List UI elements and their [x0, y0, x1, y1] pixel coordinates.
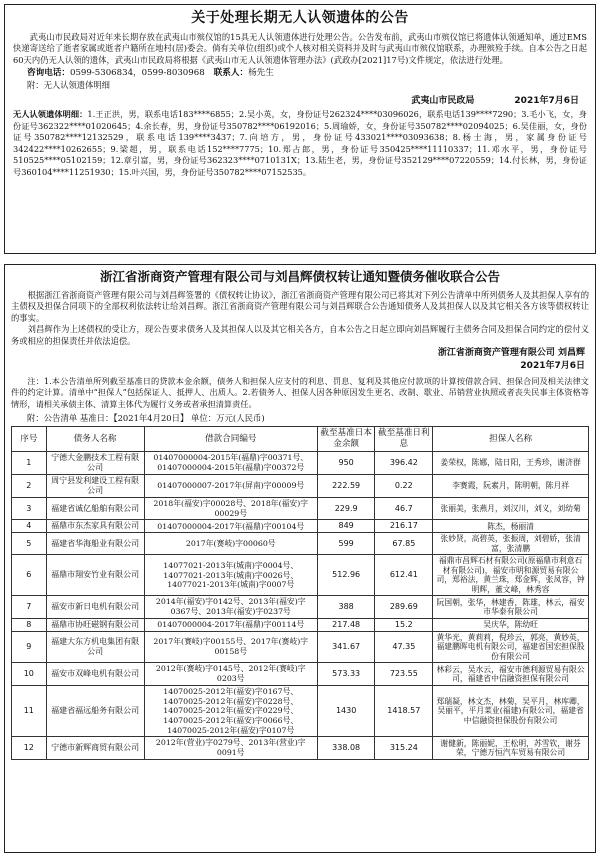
guarantor-names: 郑瑞凝，林文杰，林菊，吴平月，林库卿，吴丽平，平月菜业(福建)有限公司，福建省中信融资担保股份有限公司: [433, 685, 589, 737]
debt-table: [11, 426, 589, 760]
debtor-name: 福安市新日电机有限公司: [46, 596, 144, 618]
table-row: [12, 685, 589, 737]
debtor-name: 福鼎市翔安竹业有限公司: [46, 555, 144, 596]
debtor-name: 福建省华海船业有限公司: [46, 533, 144, 555]
notice-title: 浙江省浙商资产管理有限公司与刘昌辉债权转让通知暨债务催收联合公告: [99, 269, 500, 284]
interest-amount: 612.41: [375, 555, 433, 596]
row-number: 3: [12, 497, 47, 519]
debtor-name: 宁德市新辉商贸有限公司: [46, 737, 144, 759]
signer: 武夷山市民政局: [411, 95, 475, 106]
debtor-name: 福建省福远船务有限公司: [46, 685, 144, 737]
notice-note: 注：1.本公告清单所列截至基准日的贷款本金余额，债务人和担保人应支付的利息、罚息、复利及其他应付款项的计算按借款合同、担保合同及相关法律文件的约定计算。清单中“担保人”包括保证人、抵押人、出质人。2.若债务人、担保人因各种原因发生更名、改制、歇业、吊销营业执照或者丧失民事主体资格等情形，请相关承债主体、清算主体代为履行义务或者承担清算责任。: [11, 376, 589, 409]
principal-balance: 341.67: [317, 631, 375, 663]
debtor-name: 福建省诚亿船舶有限公司: [46, 497, 144, 519]
debt-transfer-notice: [4, 264, 596, 853]
debtor-name: 福鼎市东杰家具有限公司: [46, 520, 144, 533]
contract-numbers: 14077021-2013年(城南)字0004号、14077021-2013年(城南)字0026号、14077021-2013年(城南)字0007号: [144, 555, 317, 596]
contract-numbers: 2017年(赛岐)字00155号、2017年(赛岐)字00158号: [144, 631, 317, 663]
table-row: [12, 520, 589, 533]
table-header-row: [12, 427, 589, 451]
notice-body: 武夷山市民政局对近年来长期存放在武夷山市殡仪馆的15具无人认领遗体进行处理公告。公告发布前，武夷山市殡仪馆已将遗体认领通知单，通过EMS快递寄送给了逝者家属或逝者户籍所在地村(居)委会。倘有关单位(组织)或个人核对相关资料并及时与武夷山市殡仪馆联系，办理殡殓手续。自本公告之日起60天内仍无人认领的遗体，武夷山市民政局将根据《武夷山市无人认领遗体管理办法》(武政办[2021]17号)文件规定，依法进行处理。: [13, 31, 587, 65]
col-header: 序号: [12, 427, 47, 451]
contact-person-label: 联系人：: [213, 68, 249, 79]
principal-balance: 222.59: [317, 474, 375, 497]
guarantor-names: 黄华光，黄莉莉，倪珍云，郭亮，黄妙英，福建鹏晖电机有限公司，福建省国宏担保股份有限公司: [433, 631, 589, 663]
list-caption: 附：公告清单 基准日：【2021年4月20日】 单位：万元(人民币): [27, 413, 265, 424]
row-number: 12: [12, 737, 47, 759]
notice-date: 2021年7月6日: [520, 361, 585, 372]
row-number: 1: [12, 451, 47, 474]
list-text: 1.王正洪，男，联系电话183****6855；2.吴小英，女，身份证号262324****03096026，联系电话139****7290；3.毛小飞，女，身份证号362322****01020645；4.余长春，男，身份证号350782****06192016；5.周瑜娇，女，身份证号350782****02094025；6.吴佳丽，女，身份证号350782****12132529，联系电话139****3437；7.向培方，男，身份证号433021****03093638；8.杨士海，男，家属身份证号342422****10262655；9.梁超，男，联系电话152****7775；10.郑占郎，男，身份证号350425****11110337；11.邓水平，男，身份证号510525****05102159；12.章引富，男，身份证号362323****0710131X；13.陆生老，男，身份证号352129****07220559；14.付长林，男，身份证号360104****11251930；15.叶兴国，男，身份证号350782****07152535。: [13, 109, 587, 177]
row-number: 8: [12, 618, 47, 631]
principal-balance: 338.08: [317, 737, 375, 759]
guarantor-names: 张丽美，张燕月，刘汉川，刘义，刘幼菊: [433, 497, 589, 519]
contract-numbers: 01407000007-2017年(屏南)字00009号: [144, 474, 317, 497]
table-row: [12, 451, 589, 474]
principal-balance: 229.9: [317, 497, 375, 519]
contract-numbers: 01407000004-2015年(福鼎)字00371号、01407000004-2015年(福鼎)字00372号: [144, 451, 317, 474]
interest-amount: 723.55: [375, 663, 433, 685]
unclaimed-remains-notice: [4, 4, 596, 254]
guarantor-names: 林彩云，吴水云，福安市德利源贸易有限公司，福建省中信融资担保有限公司: [433, 663, 589, 685]
principal-balance: 217.48: [317, 618, 375, 631]
guarantor-names: 阮国朝，张华，林建香，陈雄，林云，福安市华泰有限公司: [433, 596, 589, 618]
interest-amount: 315.24: [375, 737, 433, 759]
col-header: 担保人名称: [433, 427, 589, 451]
row-number: 11: [12, 685, 47, 737]
contract-numbers: 01407000004-2017年(福鼎)字00114号: [144, 618, 317, 631]
table-row: [12, 618, 589, 631]
principal-balance: 1430: [317, 685, 375, 737]
notice-title: 关于处理长期无人认领遗体的公告: [191, 10, 409, 26]
contact-person: 杨先生: [248, 68, 274, 79]
notice-paragraph-2: 刘昌辉作为上述债权的受让方，现公告要求债务人及其担保人以及其它相关各方，自本公告之日起立即向刘昌辉履行主债务合同及担保合同约定的偿付义务或相应的担保责任并依法追偿。: [11, 324, 589, 346]
col-header: 截至基准日利息: [375, 427, 433, 451]
notice-date: 2021年7月6日: [514, 95, 579, 106]
table-row: [12, 474, 589, 497]
interest-amount: 216.17: [375, 520, 433, 533]
table-row: [12, 631, 589, 663]
table-row: [12, 596, 589, 618]
row-number: 10: [12, 663, 47, 685]
principal-balance: 573.33: [317, 663, 375, 685]
col-header: 借款合同编号: [144, 427, 317, 451]
guarantor-names: 陈杰，杨丽清: [433, 520, 589, 533]
row-number: 2: [12, 474, 47, 497]
contact-label: 咨询电话：: [27, 68, 70, 79]
contract-numbers: 2012年(赛岐)字0145号、2012年(赛岐)字0203号: [144, 663, 317, 685]
principal-balance: 950: [317, 451, 375, 474]
principal-balance: 599: [317, 533, 375, 555]
attachment-note: 附：无人认领遗体明细: [27, 79, 110, 90]
contact-line: [27, 68, 587, 80]
notice-paragraph-1: 根据浙江省浙商资产管理有限公司与刘昌辉签署的《债权转让协议》，浙江省浙商资产管理有限公司已将其对下列公告清单中所列债务人及其担保人享有的主债权及担保合同项下的全部权利依法转让给刘昌辉。浙江省浙商资产管理有限公司与刘昌辉联合公告通知债务人及其担保人以及其它相关各方该等债权转让的事实。: [11, 289, 589, 323]
table-row: [12, 533, 589, 555]
interest-amount: 1418.57: [375, 685, 433, 737]
remains-list: [13, 109, 587, 178]
table-row: [12, 497, 589, 519]
guarantor-names: 张妙贤，高碧英，张振周，刘碧娇，张清富，张清鹏: [433, 533, 589, 555]
list-label: 无人认领遗体明细：: [13, 109, 88, 120]
contract-numbers: 01407000004-2017年(福鼎)字00104号: [144, 520, 317, 533]
table-body: [12, 451, 589, 759]
table-row: [12, 663, 589, 685]
principal-balance: 388: [317, 596, 375, 618]
contact-phone: 0599-5306834，0599-8030968: [69, 68, 205, 79]
row-number: 9: [12, 631, 47, 663]
contract-numbers: 2014年(福安)字0142号、2013年(福安)字0367号、2013年(福安)字0237号: [144, 596, 317, 618]
guarantor-names: 李赛霞，阮素月，陈明朝，陈月祥: [433, 474, 589, 497]
signature-line: [13, 95, 579, 107]
row-number: 7: [12, 596, 47, 618]
debtor-name: 福鼎市协旺磁钢有限公司: [46, 618, 144, 631]
signer: 浙江省浙商资产管理有限公司 刘昌辉: [437, 348, 585, 359]
interest-amount: 289.69: [375, 596, 433, 618]
contract-numbers: 2017年(赛岐)字00060号: [144, 533, 317, 555]
table-row: [12, 555, 589, 596]
guarantor-names: 谢健新，陈丽妮，王松明，苏雪钦，谢芬荣，宁德万恒汽车贸易有限公司: [433, 737, 589, 759]
contract-numbers: 2012年(营业)字0279号、2013年(营业)字0091号: [144, 737, 317, 759]
debtor-name: 福建大东方机电集团有限公司: [46, 631, 144, 663]
interest-amount: 47.35: [375, 631, 433, 663]
guarantor-names: 福鼎市昌辉石材有限公司(原福鼎市利意石材有限公司)，福安市明和源贸易有限公司，郑裕法，黄兰珠，郑金辉，张凤容，钟明辉，董文峰，林秀容: [433, 555, 589, 596]
interest-amount: 46.7: [375, 497, 433, 519]
interest-amount: 396.42: [375, 451, 433, 474]
contract-numbers: 2018年(福安)字00028号、2018年(福安)字00029号: [144, 497, 317, 519]
guarantor-names: 吴庆华，陈幼旺: [433, 618, 589, 631]
col-header: 截至基准日本金余额: [317, 427, 375, 451]
contract-numbers: 14070025-2012年(福安)字0167号、14070025-2012年(福安)字0228号、14070025-2012年(福安)字0229号、14070025-2012年(福安)字0066号、14070025-2012年(福安)字0107号: [144, 685, 317, 737]
interest-amount: 15.2: [375, 618, 433, 631]
table-row: [12, 737, 589, 759]
col-header: 债务人名称: [46, 427, 144, 451]
principal-balance: 512.96: [317, 555, 375, 596]
row-number: 6: [12, 555, 47, 596]
guarantor-names: 姜荣权，陈娜，陆日阳，王秀珍，谢济群: [433, 451, 589, 474]
debtor-name: 宁德大金鹏技术工程有限公司: [46, 451, 144, 474]
row-number: 4: [12, 520, 47, 533]
interest-amount: 0.22: [375, 474, 433, 497]
debtor-name: 周宁县发利建设工程有限公司: [46, 474, 144, 497]
interest-amount: 67.85: [375, 533, 433, 555]
signature-block: [11, 347, 585, 373]
row-number: 5: [12, 533, 47, 555]
principal-balance: 849: [317, 520, 375, 533]
debtor-name: 福安市双峰电机有限公司: [46, 663, 144, 685]
